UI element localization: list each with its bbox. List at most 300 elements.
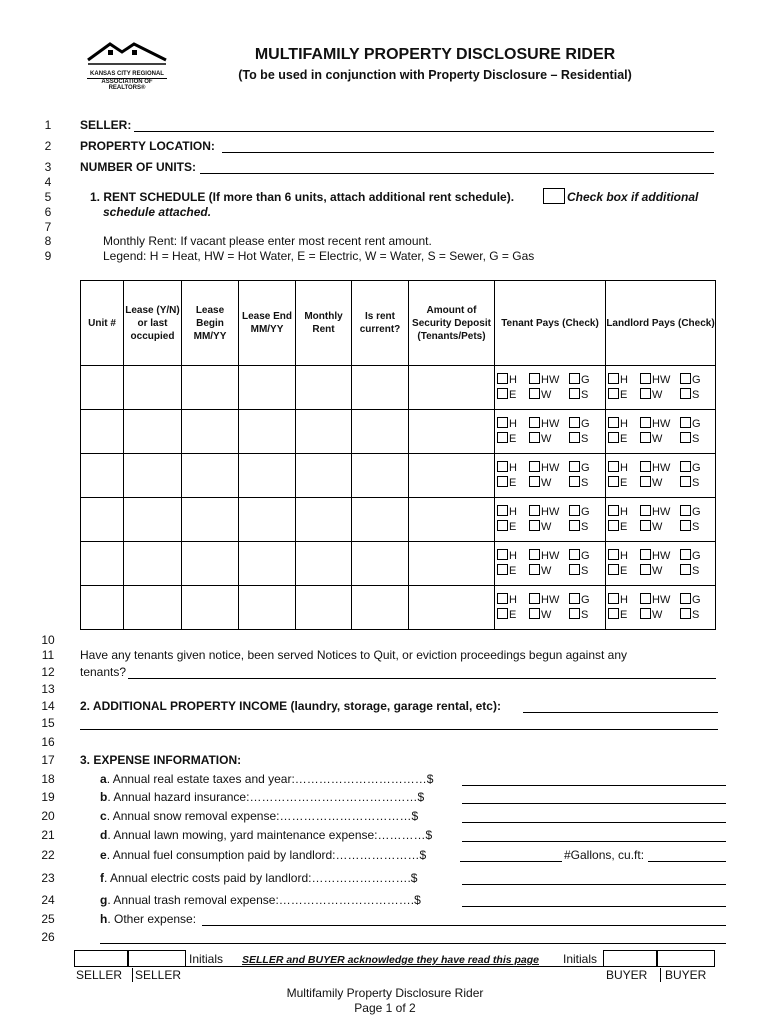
monthly-rent-note: Monthly Rent: If vacant please enter most recent rent amount.: [103, 234, 432, 248]
heat-label: H: [620, 461, 628, 474]
hot-water-checkbox[interactable]: [529, 461, 540, 472]
electric-checkbox[interactable]: [497, 432, 508, 443]
table-cell-input[interactable]: [352, 366, 409, 410]
water-label: W: [652, 388, 663, 401]
expense-label: . Annual snow removal expense:……………………………$: [106, 809, 419, 823]
tenant-pays-utility-cell: [495, 366, 606, 410]
heat-label: H: [509, 593, 517, 606]
additional-income-heading: 2. ADDITIONAL PROPERTY INCOME (laundry, storage, garage rental, etc):: [80, 699, 501, 713]
heat-checkbox[interactable]: [608, 549, 619, 560]
heat-label: H: [620, 593, 628, 606]
table-cell-input[interactable]: [409, 454, 495, 498]
hot-water-checkbox[interactable]: [640, 373, 651, 384]
initials-left-label: Initials: [189, 952, 224, 966]
water-checkbox[interactable]: [529, 564, 540, 575]
table-cell-input[interactable]: [409, 410, 495, 454]
expense-item: [100, 848, 426, 862]
buyer-label-2: BUYER: [660, 968, 706, 982]
table-row: [81, 366, 716, 410]
electric-checkbox[interactable]: [608, 564, 619, 575]
seller-label: SELLER:: [80, 118, 132, 132]
expense-amount-field[interactable]: [462, 884, 726, 885]
gas-label: G: [581, 461, 590, 474]
table-row: [81, 454, 716, 498]
landlord-pays-utility-cell: [606, 454, 716, 498]
expense-label: . Annual hazard insurance:……………………………………$: [107, 790, 425, 804]
seller-label-1: SELLER: [76, 968, 123, 982]
heat-checkbox[interactable]: [497, 417, 508, 428]
line-number: 15: [41, 716, 55, 730]
additional-income-field-2[interactable]: [80, 729, 718, 730]
notice-question-line2: tenants?: [80, 665, 127, 679]
fuel-cost-field[interactable]: [460, 861, 562, 862]
water-checkbox[interactable]: [640, 388, 651, 399]
expense-letter: c: [100, 809, 107, 823]
expense-amount-field[interactable]: [462, 785, 726, 786]
line-number: 21: [41, 828, 55, 842]
table-cell-input[interactable]: [182, 366, 239, 410]
column-header: Monthly Rent: [296, 281, 352, 366]
line-number: 1: [44, 118, 52, 132]
footer-title: Multifamily Property Disclosure Rider: [286, 986, 484, 1000]
landlord-pays-utility-cell: [606, 410, 716, 454]
sewer-label: S: [692, 476, 700, 489]
sewer-checkbox[interactable]: [569, 476, 580, 487]
table-cell-input[interactable]: [182, 454, 239, 498]
initials-right-label: Initials: [563, 952, 598, 966]
gas-checkbox[interactable]: [569, 417, 580, 428]
seller-initials-box-2[interactable]: [128, 950, 186, 967]
tenant-pays-utility-cell: [495, 410, 606, 454]
table-cell-input[interactable]: [409, 366, 495, 410]
expense-item: [100, 871, 417, 885]
line-number: 19: [41, 790, 55, 804]
hot-water-checkbox[interactable]: [529, 417, 540, 428]
electric-label: E: [509, 520, 517, 533]
column-header: Landlord Pays (Check): [606, 281, 716, 366]
sewer-label: S: [692, 608, 700, 621]
footer-page-number: Page 1 of 2: [354, 1001, 416, 1015]
heat-label: H: [620, 549, 628, 562]
water-checkbox[interactable]: [640, 432, 651, 443]
hot-water-label: HW: [652, 461, 671, 474]
line-number: 9: [44, 249, 52, 263]
column-header: Lease End MM/YY: [239, 281, 296, 366]
sewer-checkbox[interactable]: [680, 432, 691, 443]
table-row: [81, 586, 716, 630]
number-of-units-label: NUMBER OF UNITS:: [80, 160, 196, 174]
water-label: W: [541, 520, 552, 533]
table-cell-input[interactable]: [296, 366, 352, 410]
gas-label: G: [692, 461, 701, 474]
electric-checkbox[interactable]: [608, 520, 619, 531]
table-cell-input[interactable]: [124, 542, 182, 586]
hot-water-label: HW: [652, 505, 671, 518]
water-label: W: [541, 388, 552, 401]
electric-label: E: [620, 432, 628, 445]
heat-label: H: [509, 417, 517, 430]
hot-water-label: HW: [652, 417, 671, 430]
additional-income-field[interactable]: [523, 712, 718, 713]
expense-item: [100, 809, 418, 823]
hot-water-checkbox[interactable]: [640, 461, 651, 472]
heat-checkbox[interactable]: [608, 417, 619, 428]
hot-water-checkbox[interactable]: [640, 593, 651, 604]
gas-label: G: [581, 417, 590, 430]
tenant-pays-utility-cell: [495, 454, 606, 498]
hot-water-checkbox[interactable]: [640, 549, 651, 560]
water-checkbox[interactable]: [529, 388, 540, 399]
expense-amount-field[interactable]: [462, 841, 726, 842]
additional-schedule-checkbox[interactable]: [543, 188, 565, 204]
table-cell-input[interactable]: [352, 454, 409, 498]
gas-checkbox[interactable]: [569, 505, 580, 516]
gas-label: G: [581, 373, 590, 386]
table-cell-input[interactable]: [296, 410, 352, 454]
checkbox-label-2: schedule attached.: [103, 205, 212, 219]
line-number: 5: [44, 190, 52, 204]
seller-initials-box-1[interactable]: [74, 950, 128, 967]
water-checkbox[interactable]: [529, 432, 540, 443]
hot-water-label: HW: [541, 417, 560, 430]
gas-label: G: [692, 593, 701, 606]
table-cell-input[interactable]: [296, 542, 352, 586]
table-row: [81, 542, 716, 586]
sewer-label: S: [581, 476, 589, 489]
table-row: [81, 410, 716, 454]
hot-water-label: HW: [541, 373, 560, 386]
table-cell-input[interactable]: [239, 586, 296, 630]
expense-label: . Annual trash removal expense:…………………………….$: [107, 893, 421, 907]
sewer-checkbox[interactable]: [569, 520, 580, 531]
electric-label: E: [620, 520, 628, 533]
heat-checkbox[interactable]: [497, 549, 508, 560]
expense-amount-field[interactable]: [462, 822, 726, 823]
electric-checkbox[interactable]: [608, 608, 619, 619]
electric-label: E: [620, 608, 628, 621]
seller-label-2: SELLER: [132, 968, 181, 982]
table-cell-input[interactable]: [239, 498, 296, 542]
rent-schedule-heading: 1. RENT SCHEDULE (If more than 6 units, attach additional rent schedule).: [90, 190, 515, 204]
expense-amount-field[interactable]: [202, 925, 726, 926]
heat-label: H: [620, 373, 628, 386]
notice-answer-field[interactable]: [128, 678, 716, 679]
water-checkbox[interactable]: [640, 564, 651, 575]
line-number: 23: [41, 871, 55, 885]
hot-water-checkbox[interactable]: [529, 505, 540, 516]
hot-water-checkbox[interactable]: [640, 505, 651, 516]
expense-label: . Annual electric costs paid by landlord:…………………….$: [104, 871, 418, 885]
page-subtitle: (To be used in conjunction with Property Disclosure – Residential): [238, 68, 632, 82]
hot-water-label: HW: [541, 549, 560, 562]
column-header: Unit #: [81, 281, 124, 366]
gas-checkbox[interactable]: [680, 549, 691, 560]
electric-checkbox[interactable]: [497, 476, 508, 487]
table-cell-input[interactable]: [124, 366, 182, 410]
hot-water-label: HW: [652, 593, 671, 606]
water-checkbox[interactable]: [640, 608, 651, 619]
expense-item: [100, 790, 424, 804]
sewer-label: S: [581, 608, 589, 621]
sewer-checkbox[interactable]: [569, 388, 580, 399]
line-number: 26: [41, 930, 55, 944]
expense-heading: 3. EXPENSE INFORMATION:: [80, 753, 242, 767]
line-number: 10: [41, 633, 55, 647]
column-header: Lease Begin MM/YY: [182, 281, 239, 366]
electric-checkbox[interactable]: [497, 564, 508, 575]
electric-label: E: [620, 476, 628, 489]
water-label: W: [652, 476, 663, 489]
electric-checkbox[interactable]: [497, 388, 508, 399]
table-cell-input[interactable]: [296, 498, 352, 542]
heat-checkbox[interactable]: [608, 373, 619, 384]
sewer-label: S: [692, 520, 700, 533]
landlord-pays-utility-cell: [606, 366, 716, 410]
gas-checkbox[interactable]: [680, 505, 691, 516]
table-cell-input[interactable]: [81, 410, 124, 454]
heat-checkbox[interactable]: [497, 461, 508, 472]
line-number: 8: [44, 234, 52, 248]
water-checkbox[interactable]: [529, 476, 540, 487]
gas-checkbox[interactable]: [680, 461, 691, 472]
column-header: Tenant Pays (Check): [495, 281, 606, 366]
table-cell-input[interactable]: [296, 586, 352, 630]
hot-water-label: HW: [652, 373, 671, 386]
table-cell-input[interactable]: [239, 410, 296, 454]
sewer-label: S: [581, 388, 589, 401]
line-number: 25: [41, 912, 55, 926]
table-cell-input[interactable]: [182, 410, 239, 454]
legend-note: Legend: H = Heat, HW = Hot Water, E = Electric, W = Water, S = Sewer, G = Gas: [103, 249, 535, 263]
water-checkbox[interactable]: [529, 608, 540, 619]
expense-label: . Annual lawn mowing, yard maintenance expense:…………$: [107, 828, 433, 842]
water-label: W: [652, 520, 663, 533]
electric-label: E: [620, 564, 628, 577]
sewer-checkbox[interactable]: [569, 608, 580, 619]
electric-label: E: [509, 476, 517, 489]
line-number: 13: [41, 682, 55, 696]
expense-letter: b: [100, 790, 108, 804]
sewer-checkbox[interactable]: [680, 564, 691, 575]
line-number: 14: [41, 699, 55, 713]
seller-field[interactable]: [134, 131, 714, 132]
line-number: 17: [41, 753, 55, 767]
electric-checkbox[interactable]: [608, 432, 619, 443]
expense-amount-field[interactable]: [462, 803, 726, 804]
expense-letter: d: [100, 828, 108, 842]
expense-item: [100, 772, 433, 786]
heat-checkbox[interactable]: [608, 593, 619, 604]
sewer-label: S: [581, 520, 589, 533]
line-number: 4: [44, 175, 52, 189]
sewer-checkbox[interactable]: [680, 520, 691, 531]
table-cell-input[interactable]: [239, 366, 296, 410]
line-number: 16: [41, 735, 55, 749]
table-cell-input[interactable]: [124, 410, 182, 454]
expense-label: . Annual real estate taxes and year:……………………………$: [106, 772, 434, 786]
expense-item: [100, 893, 421, 907]
line-number: 2: [44, 139, 52, 153]
table-cell-input[interactable]: [81, 454, 124, 498]
heat-checkbox[interactable]: [497, 593, 508, 604]
property-location-field[interactable]: [222, 152, 714, 153]
electric-checkbox[interactable]: [497, 520, 508, 531]
expense-letter: e: [100, 848, 107, 862]
tenant-pays-utility-cell: [495, 542, 606, 586]
gas-checkbox[interactable]: [680, 417, 691, 428]
page-title: MULTIFAMILY PROPERTY DISCLOSURE RIDER: [254, 46, 616, 63]
table-cell-input[interactable]: [81, 366, 124, 410]
sewer-checkbox[interactable]: [680, 388, 691, 399]
sewer-label: S: [581, 564, 589, 577]
gas-label: G: [692, 549, 701, 562]
water-label: W: [652, 608, 663, 621]
heat-label: H: [509, 373, 517, 386]
table-cell-input[interactable]: [81, 542, 124, 586]
electric-checkbox[interactable]: [608, 388, 619, 399]
heat-checkbox[interactable]: [608, 461, 619, 472]
hot-water-label: HW: [652, 549, 671, 562]
other-expense-field-2[interactable]: [100, 943, 726, 944]
expense-letter: a: [100, 772, 107, 786]
table-cell-input[interactable]: [81, 586, 124, 630]
expense-letter: g: [100, 893, 108, 907]
table-cell-input[interactable]: [352, 498, 409, 542]
water-label: W: [652, 564, 663, 577]
hot-water-checkbox[interactable]: [529, 549, 540, 560]
hot-water-checkbox[interactable]: [529, 373, 540, 384]
line-number: 22: [41, 848, 55, 862]
hot-water-label: HW: [541, 593, 560, 606]
column-header: Amount of Security Deposit (Tenants/Pets): [409, 281, 495, 366]
electric-label: E: [620, 388, 628, 401]
expense-label: . Annual fuel consumption paid by landlord:…………………$: [106, 848, 427, 862]
electric-label: E: [509, 388, 517, 401]
table-header-row: [81, 281, 716, 366]
water-label: W: [541, 608, 552, 621]
water-checkbox[interactable]: [529, 520, 540, 531]
water-label: W: [652, 432, 663, 445]
table-cell-input[interactable]: [182, 542, 239, 586]
expense-item: [100, 912, 196, 926]
property-location-label: PROPERTY LOCATION:: [80, 139, 215, 153]
heat-label: H: [620, 505, 628, 518]
heat-checkbox[interactable]: [497, 505, 508, 516]
landlord-pays-utility-cell: [606, 498, 716, 542]
table-cell-input[interactable]: [182, 586, 239, 630]
expense-letter: h: [100, 912, 108, 926]
gas-label: G: [692, 505, 701, 518]
electric-checkbox[interactable]: [497, 608, 508, 619]
line-number: 24: [41, 893, 55, 907]
gas-checkbox[interactable]: [569, 593, 580, 604]
table-cell-input[interactable]: [239, 542, 296, 586]
expense-label: . Other expense:: [107, 912, 197, 926]
buyer-initials-box-1[interactable]: [603, 950, 657, 967]
sewer-label: S: [692, 564, 700, 577]
heat-label: H: [620, 417, 628, 430]
line-number: 6: [44, 205, 52, 219]
expense-letter: f: [100, 871, 104, 885]
signature-baseline: [74, 966, 714, 967]
line-number: 3: [44, 160, 52, 174]
water-checkbox[interactable]: [640, 520, 651, 531]
gas-label: G: [581, 505, 590, 518]
line-number: 20: [41, 809, 55, 823]
line-number: 12: [41, 665, 55, 679]
heat-label: H: [509, 549, 517, 562]
buyer-initials-box-2[interactable]: [657, 950, 715, 967]
hot-water-label: HW: [541, 461, 560, 474]
table-cell-input[interactable]: [352, 586, 409, 630]
water-label: W: [541, 432, 552, 445]
sewer-checkbox[interactable]: [569, 564, 580, 575]
table-cell-input[interactable]: [296, 454, 352, 498]
hot-water-checkbox[interactable]: [529, 593, 540, 604]
table-cell-input[interactable]: [409, 586, 495, 630]
electric-checkbox[interactable]: [608, 476, 619, 487]
table-cell-input[interactable]: [409, 498, 495, 542]
heat-label: H: [509, 505, 517, 518]
gas-checkbox[interactable]: [569, 373, 580, 384]
sewer-label: S: [692, 388, 700, 401]
heat-checkbox[interactable]: [608, 505, 619, 516]
table-cell-input[interactable]: [81, 498, 124, 542]
gas-checkbox[interactable]: [569, 549, 580, 560]
rent-schedule-table: [80, 280, 716, 630]
table-cell-input[interactable]: [124, 586, 182, 630]
notice-question: Have any tenants given notice, been served Notices to Quit, or eviction proceedings begun against any: [80, 648, 628, 662]
sewer-checkbox[interactable]: [680, 476, 691, 487]
water-label: W: [541, 476, 552, 489]
gas-label: G: [692, 373, 701, 386]
hot-water-checkbox[interactable]: [640, 417, 651, 428]
table-cell-input[interactable]: [182, 498, 239, 542]
acknowledge-text: SELLER and BUYER acknowledge they have read this page: [242, 954, 539, 966]
sewer-checkbox[interactable]: [569, 432, 580, 443]
tenant-pays-utility-cell: [495, 498, 606, 542]
line-number: 18: [41, 772, 55, 786]
logo-line2: ASSOCIATION OF REALTORS®: [87, 78, 167, 91]
number-of-units-field[interactable]: [200, 173, 714, 174]
line-number: 7: [44, 220, 52, 234]
expense-amount-field[interactable]: [462, 906, 726, 907]
buyer-label-1: BUYER: [606, 968, 648, 982]
table-cell-input[interactable]: [124, 498, 182, 542]
gas-label: G: [581, 549, 590, 562]
hot-water-label: HW: [541, 505, 560, 518]
gas-checkbox[interactable]: [680, 593, 691, 604]
table-cell-input[interactable]: [239, 454, 296, 498]
gas-checkbox[interactable]: [680, 373, 691, 384]
water-checkbox[interactable]: [640, 476, 651, 487]
line-number: 11: [41, 648, 55, 662]
table-cell-input[interactable]: [352, 542, 409, 586]
heat-label: H: [509, 461, 517, 474]
sewer-checkbox[interactable]: [680, 608, 691, 619]
heat-checkbox[interactable]: [497, 373, 508, 384]
table-row: [81, 498, 716, 542]
table-cell-input[interactable]: [352, 410, 409, 454]
expense-item: [100, 828, 432, 842]
table-cell-input[interactable]: [409, 542, 495, 586]
gas-checkbox[interactable]: [569, 461, 580, 472]
gallons-label: #Gallons, cu.ft:: [564, 848, 645, 862]
landlord-pays-utility-cell: [606, 542, 716, 586]
water-label: W: [541, 564, 552, 577]
table-cell-input[interactable]: [124, 454, 182, 498]
gallons-field[interactable]: [648, 861, 726, 862]
